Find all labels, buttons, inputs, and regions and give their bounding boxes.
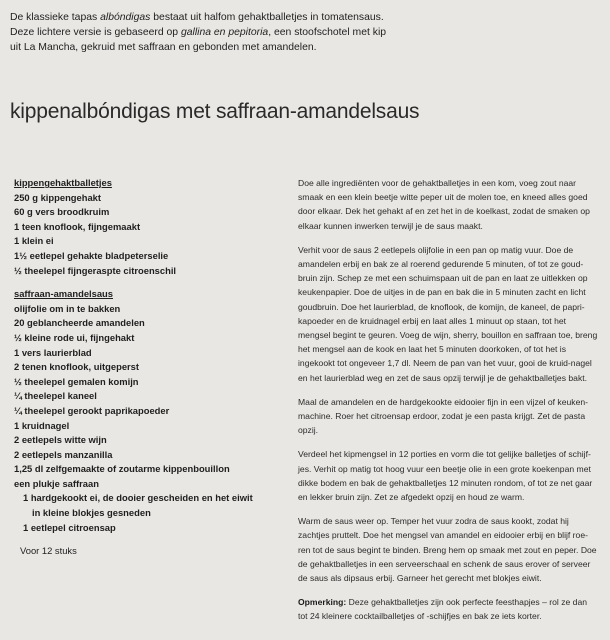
ingredient-item: ½ theelepel fijngeraspte citroenschil <box>14 264 177 276</box>
ingredient-item: olijfolie om in te bakken <box>14 302 121 314</box>
intro-emphasis: albóndigas <box>100 12 151 23</box>
ingredient-item: 1 teen knoflook, fijngemaakt <box>14 220 141 232</box>
ingredient-item: 2 eetlepels manzanilla <box>14 448 113 460</box>
method-paragraph: Maal de amandelen en de hardgekookte eidooier fijn in een vijzel of keuken-machine. Roer het citroensap erdoor, zodat je een pasta krijgt. Zet de pasta opzij. <box>298 396 588 436</box>
ingredient-item: 1½ eetlepel gehakte bladpeterselie <box>14 249 169 261</box>
ingredient-item: een plukje saffraan <box>14 477 99 489</box>
sauce-section <box>14 287 286 535</box>
ingredient-item: 1 klein ei <box>14 235 54 247</box>
ingredient-item: ¼ theelepel kaneel <box>14 390 97 402</box>
ingredient-item: 60 g vers broodkruim <box>14 206 110 218</box>
ingredient-list-meatballs <box>14 191 286 279</box>
ingredient-item: 2 eetlepels witte wijn <box>14 434 107 446</box>
section-heading-meatballs: kippengehaktballetjes <box>14 177 112 188</box>
intro-text-part: , een stoofschotel met kip <box>268 27 387 38</box>
note-label: Opmerking: <box>298 597 347 608</box>
ingredient-item: 250 g kippengehakt <box>14 191 102 203</box>
ingredient-item: ¼ theelepel gerookt paprikapoeder <box>14 404 170 416</box>
method-paragraph: Warm de saus weer op. Temper het vuur zodra de saus kookt, zodat hij zachtjes pruttelt. Doe het mengsel van amandel en eidooier erbij en blijf roe-ren tot de saus begint te binden. Breng hem op smaak met zout en peper. Doe de gehaktballetjes in een serveerschaal en schenk de saus erover of serveer de saus als dipsaus erbij. Garneer het gerecht met blokjes eiwit. <box>298 516 597 584</box>
intro-text <box>10 10 600 55</box>
ingredient-item: 20 geblancheerde amandelen <box>14 317 145 329</box>
intro-emphasis: gallina en pepitoria <box>180 27 269 38</box>
intro-line-1 <box>10 10 600 25</box>
intro-text-part: Deze lichtere versie is gebaseerd op <box>10 27 181 38</box>
ingredient-item: 1 kruidnagel <box>14 419 70 431</box>
ingredient-item: 1,25 dl zelfgemaakte of zoutarme kippenbouillon <box>14 463 230 475</box>
recipe-yield: Voor 12 stuks <box>20 545 77 557</box>
ingredient-item: ½ kleine rode ui, fijngehakt <box>14 331 135 343</box>
ingredient-item: 1 eetlepel citroensap <box>23 521 116 533</box>
method-paragraph: Doe alle ingrediënten voor de gehaktballetjes in een kom, voeg zout naar smaak en een klein beetje witte peper uit de molen toe, en kneed alles goed door elkaar. Dek het gehakt af en zet het in de koelkast, zodat de smaken op elkaar kunnen inwerken terwijl je de saus maakt. <box>298 178 590 231</box>
intro-line-2 <box>10 25 600 40</box>
intro-text-part: De klassieke tapas <box>10 12 101 23</box>
ingredient-item: 2 tenen knoflook, uitgeperst <box>14 361 140 373</box>
method-paragraph: Verhit voor de saus 2 eetlepels olijfolie in een pan op matig vuur. Doe de amandelen erbij en bak ze al roerend gedurende 5 minuten, of tot ze goud-bruin zijn. Schep ze met een schuimspaan uit de pan en laat ze uitlekken op keukenpapier. Doe de uitjes in de pan en bak die in 5 minuten zacht en licht goudbruin. Doe het laurierblad, de knoflook, de komijn, de kaneel, de papri-kapoeder en de kruidnagel erbij en laat alles 1 minuut op staan, tot het mengsel begint te geuren. Voeg de wijn, sherry, bouillon en saffraan toe, breng het mengsel aan de kook en laat het 5 minuten doorkoken, of tot het is ingekookt tot ongeveer 1,7 dl. Neem de pan van het vuur, gooi de kruid-nagel en het laurierblad weg en zet de saus opzij terwijl je de gehaktballetjes bakt. <box>298 244 598 383</box>
ingredient-item: ½ theelepel gemalen komijn <box>14 375 139 387</box>
ingredient-list-sauce <box>14 302 286 536</box>
ingredient-item: 1 hardgekookt ei, de dooier gescheiden en het eiwit <box>23 492 253 504</box>
ingredients-column <box>14 176 286 559</box>
ingredient-item-continuation: in kleine blokjes gesneden <box>32 507 151 519</box>
recipe-title: kippenalbóndigas met saffraan-amandelsaus <box>10 100 420 123</box>
section-heading-sauce: saffraan-amandelsaus <box>14 288 114 300</box>
intro-line-3: uit La Mancha, gekruid met saffraan en gebonden met amandelen. <box>10 42 317 53</box>
method-column <box>298 176 598 634</box>
ingredient-item: 1 vers laurierblad <box>14 346 92 358</box>
intro-text-part: bestaat uit halfom gehaktballetjes in tomatensaus. <box>150 12 384 23</box>
method-paragraph: Verdeel het kipmengsel in 12 porties en vorm die tot gelijke balletjes of schijf-jes. Verhit op matig tot hoog vuur een beetje olie in een grote koekenpan met dikke bodem en bak de gehaktballetjes 12 minuten rondom, of tot ze net gaar en lekker bruin zijn. Zet ze afgedekt opzij en houd ze warm. <box>298 449 593 503</box>
note-paragraph <box>298 595 598 623</box>
note-text: Deze gehaktballetjes zijn ook perfecte feesthapjes – rol ze dan tot 24 kleinere cocktailballetjes of -schijfjes en bak ze iets korter. <box>298 597 588 622</box>
